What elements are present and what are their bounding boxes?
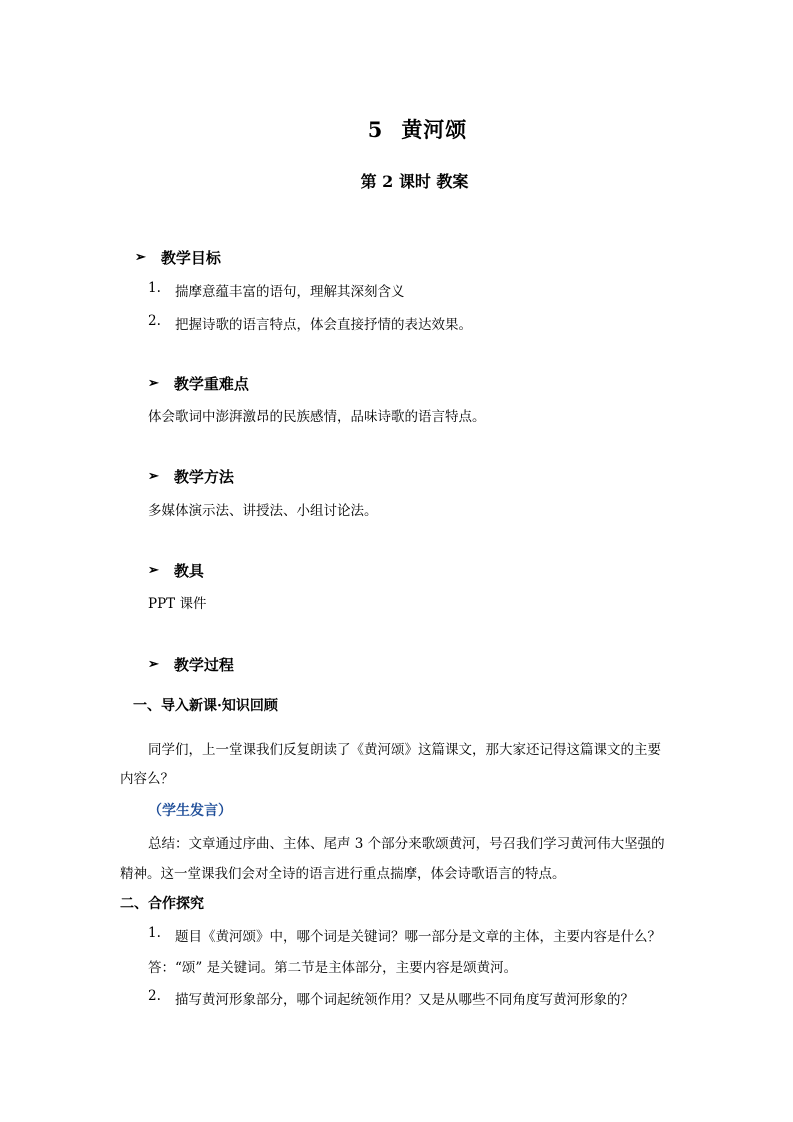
question-text: 题目《黄河颂》中，哪个词是关键词？哪一部分是文章的主体，主要内容是什么？ — [175, 929, 661, 945]
section-title-intro: 一、导入新课·知识回顾 — [133, 698, 278, 714]
lesson-title: 黄河颂 — [401, 117, 468, 142]
arrowhead-bullet-icon: ➢ — [148, 657, 159, 672]
arrowhead-bullet-icon: ➢ — [148, 376, 159, 391]
lesson-number: 5 — [367, 117, 384, 142]
methods-heading-label: 教学方法 — [173, 468, 234, 486]
page-title — [0, 114, 793, 144]
question-item — [148, 925, 661, 945]
intro-paragraph-line: 内容么？ — [120, 771, 174, 787]
arrowhead-bullet-icon: ➢ — [148, 469, 159, 484]
objective-number: 1. — [148, 280, 161, 296]
objectives-heading-label: 教学目标 — [160, 249, 221, 267]
objective-number: 2. — [148, 313, 161, 329]
intro-paragraph-line: 同学们，上一堂课我们反复朗读了《黄河颂》这篇课文，那大家还记得这篇课文的主要 — [148, 742, 661, 758]
key-points-heading — [148, 373, 249, 394]
objectives-heading — [135, 247, 221, 268]
tools-heading — [148, 560, 204, 581]
summary-line: 精神。这一堂课我们会对全诗的语言进行重点揣摩，体会诗歌语言的特点。 — [120, 866, 566, 882]
tools-heading-label: 教具 — [173, 562, 204, 580]
key-points-heading-label: 教学重难点 — [173, 375, 249, 393]
arrowhead-bullet-icon: ➢ — [148, 563, 159, 578]
objective-text: 把握诗歌的语言特点，体会直接抒情的表达效果。 — [175, 317, 472, 333]
page-subtitle: 第 2 课时 教案 — [360, 172, 469, 191]
question-item — [148, 988, 634, 1008]
summary-line: 总结：文章通过序曲、主体、尾声 3 个部分来歌颂黄河，号召我们学习黄河伟大坚强的 — [148, 836, 665, 852]
arrowhead-bullet-icon: ➢ — [135, 250, 146, 265]
objective-text: 揣摩意蕴丰富的语句，理解其深刻含义 — [175, 284, 405, 300]
methods-text: 多媒体演示法、讲授法、小组讨论法。 — [148, 503, 378, 519]
objective-item — [148, 280, 405, 300]
process-heading — [148, 654, 234, 675]
key-points-text: 体会歌词中澎湃激昂的民族感情，品味诗歌的语言特点。 — [148, 409, 486, 425]
student-speech-note: （学生发言） — [148, 803, 232, 819]
question-number: 1. — [148, 925, 161, 941]
section-title-explore: 二、合作探究 — [120, 896, 204, 912]
question-number: 2. — [148, 988, 161, 1004]
objective-item — [148, 313, 472, 333]
process-heading-label: 教学过程 — [173, 656, 234, 674]
answer-text: 答：“颂” 是关键词。第二节是主体部分，主要内容是颂黄河。 — [148, 960, 518, 976]
tools-text: PPT 课件 — [148, 596, 207, 612]
methods-heading — [148, 466, 234, 487]
question-text: 描写黄河形象部分，哪个词起统领作用？又是从哪些不同角度写黄河形象的？ — [175, 992, 634, 1008]
